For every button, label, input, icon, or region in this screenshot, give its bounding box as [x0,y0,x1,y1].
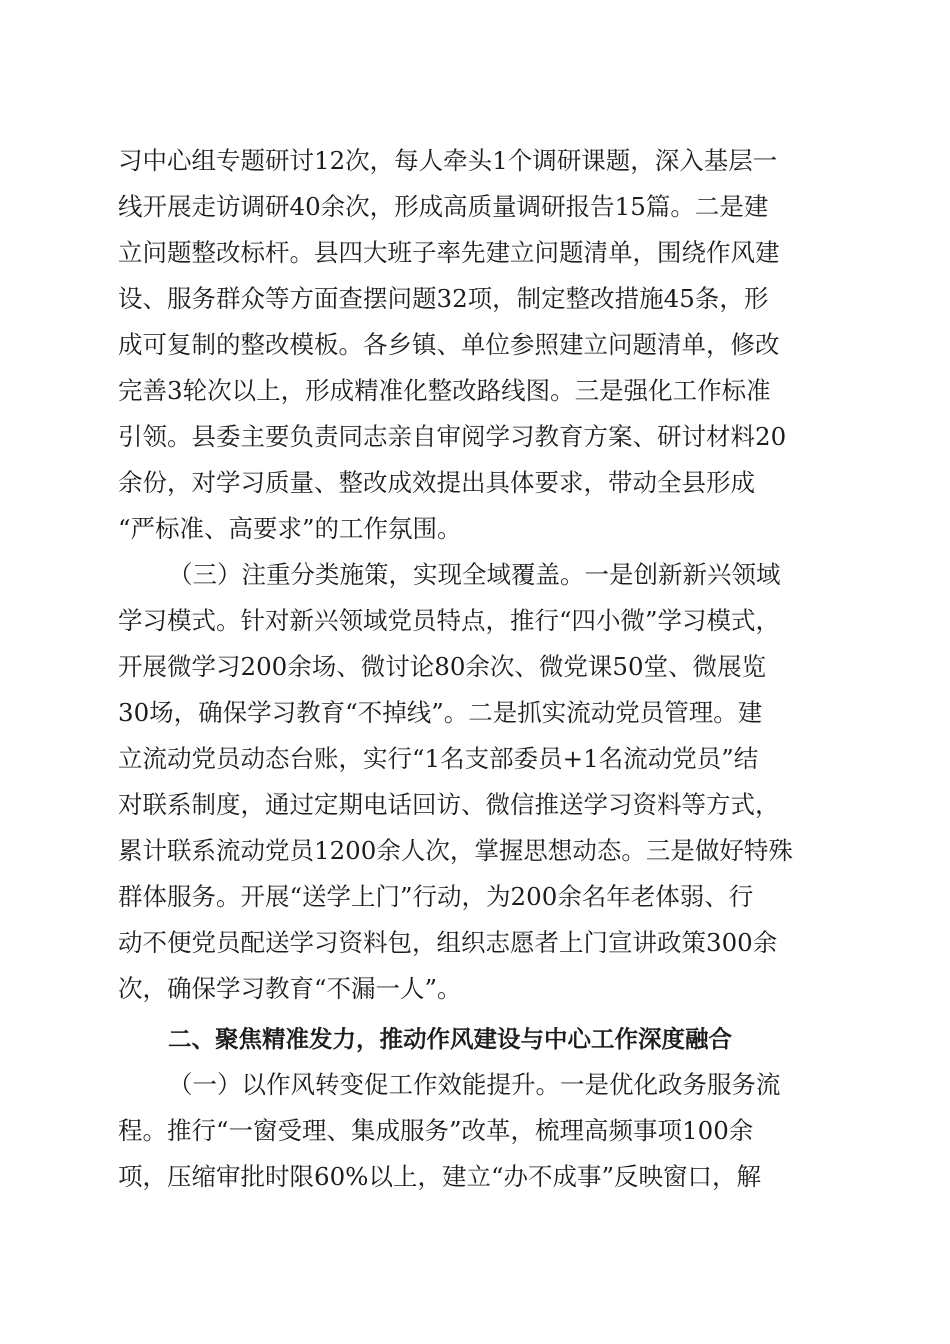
paragraph-line: 群体服务。开展“送学上门”行动，为200余名年老体弱、行 [118,882,754,911]
section-heading: 二、聚焦精准发力，推动作风建设与中心工作深度融合 [168,1025,732,1053]
paragraph-line: （一）以作风转变促工作效能提升。一是优化政务服务流 [168,1070,781,1099]
paragraph-line: 学习模式。针对新兴领域党员特点，推行“四小微”学习模式， [118,606,781,635]
paragraph-line: 成可复制的整改模板。各乡镇、单位参照建立问题清单，修改 [118,330,780,359]
paragraph-line: 累计联系流动党员1200余人次，掌握思想动态。三是做好特殊 [118,836,793,865]
paragraph-line: 项，压缩审批时限60%以上，建立“办不成事”反映窗口，解 [118,1162,762,1191]
paragraph-line: 线开展走访调研40余次，形成高质量调研报告15篇。二是建 [118,192,769,221]
paragraph-line: 习中心组专题研讨12次，每人牵头1个调研课题，深入基层一 [118,146,778,175]
paragraph-line: 引领。县委主要负责同志亲自审阅学习教育方案、研讨材料20 [118,422,787,451]
paragraph-line: （三）注重分类施策，实现全域覆盖。一是创新新兴领域 [168,560,781,589]
paragraph-line: 完善3轮次以上，形成精准化整改路线图。三是强化工作标准 [118,376,771,405]
paragraph-line: 余份，对学习质量、整改成效提出具体要求，带动全县形成 [118,468,755,497]
paragraph-line: 动不便党员配送学习资料包，组织志愿者上门宣讲政策300余 [118,928,778,957]
paragraph-line: 程。推行“一窗受理、集成服务”改革，梳理高频事项100余 [118,1116,754,1145]
paragraph-line: 立问题整改标杆。县四大班子率先建立问题清单，围绕作风建 [118,238,780,267]
paragraph-line: 次，确保学习教育“不漏一人”。 [118,974,462,1003]
paragraph-line: “严标准、高要求”的工作氛围。 [118,514,462,543]
paragraph-line: 设、服务群众等方面查摆问题32项，制定整改措施45条，形 [118,284,769,313]
paragraph-line: 30场，确保学习教育“不掉线”。二是抓实流动党员管理。建 [118,698,763,727]
paragraph-line: 立流动党员动态台账，实行“1名支部委员+1名流动党员”结 [118,744,759,773]
paragraph-line: 开展微学习200余场、微讨论80余次、微党课50堂、微展览 [118,652,767,681]
paragraph-line: 对联系制度，通过定期电话回访、微信推送学习资料等方式， [118,790,780,819]
